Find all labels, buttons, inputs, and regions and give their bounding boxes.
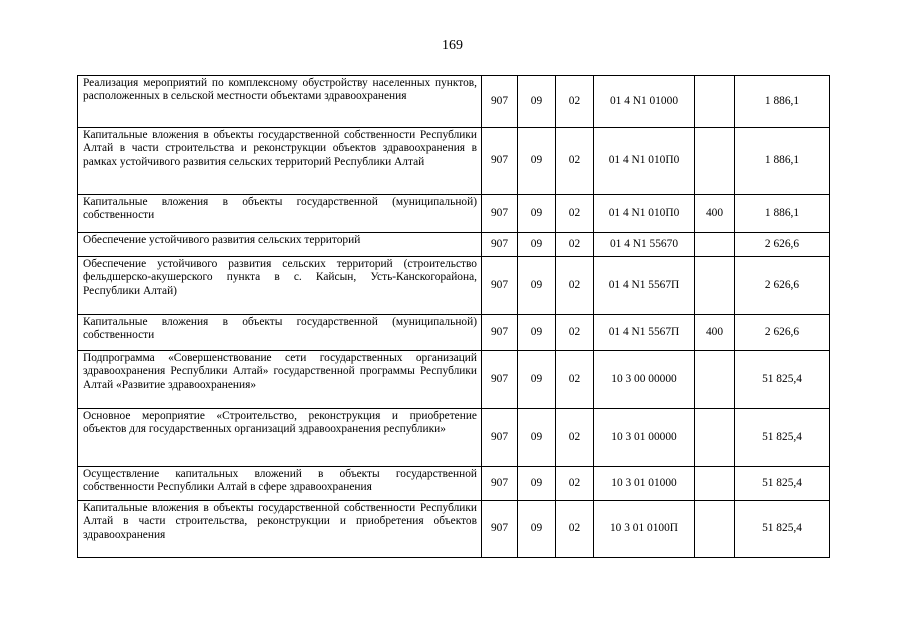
row-expense-type bbox=[695, 257, 735, 315]
row-expense-type bbox=[695, 351, 735, 409]
row-expense-type bbox=[695, 128, 735, 195]
row-name: Капитальные вложения в объекты государственной (муниципальной) собственности bbox=[78, 315, 482, 351]
row-section-code: 09 bbox=[518, 351, 556, 409]
row-section-code: 09 bbox=[518, 315, 556, 351]
budget-table bbox=[77, 75, 830, 558]
row-section-code: 09 bbox=[518, 195, 556, 233]
table-row bbox=[78, 76, 830, 128]
row-sum: 51 825,4 bbox=[735, 467, 830, 501]
page-number: 169 bbox=[442, 38, 463, 53]
table-row bbox=[78, 257, 830, 315]
row-subsection-code: 02 bbox=[556, 501, 594, 558]
row-sum: 51 825,4 bbox=[735, 351, 830, 409]
row-target-article: 01 4 N1 010П0 bbox=[594, 128, 695, 195]
row-name: Подпрограмма «Совершенствование сети государственных организаций здравоохранения Республики Алтай» государственной программы Республики Алтай «Развитие здравоохранения» bbox=[78, 351, 482, 409]
row-sum: 51 825,4 bbox=[735, 409, 830, 467]
table-row bbox=[78, 233, 830, 257]
row-expense-type bbox=[695, 501, 735, 558]
row-name: Обеспечение устойчивого развития сельских территорий (строительство фельдшерско-акушерского пункта в с. Кайсын, Усть-Канскогорайона, Республики Алтай) bbox=[78, 257, 482, 315]
row-section-code: 09 bbox=[518, 409, 556, 467]
row-section-code: 09 bbox=[518, 501, 556, 558]
row-sum: 51 825,4 bbox=[735, 501, 830, 558]
table-row bbox=[78, 195, 830, 233]
row-target-article: 01 4 N1 01000 bbox=[594, 76, 695, 128]
row-subsection-code: 02 bbox=[556, 409, 594, 467]
table-row bbox=[78, 351, 830, 409]
row-target-article: 10 3 01 01000 bbox=[594, 467, 695, 501]
row-expense-type: 400 bbox=[695, 315, 735, 351]
table-row bbox=[78, 128, 830, 195]
row-subsection-code: 02 bbox=[556, 315, 594, 351]
row-sum: 1 886,1 bbox=[735, 128, 830, 195]
row-admin-code: 907 bbox=[482, 128, 518, 195]
table-row bbox=[78, 467, 830, 501]
row-sum: 2 626,6 bbox=[735, 233, 830, 257]
row-sum: 1 886,1 bbox=[735, 76, 830, 128]
row-name: Капитальные вложения в объекты государственной собственности Республики Алтай в части строительства и реконструкции объектов здравоохранения в рамках устойчивого развития сельских территорий Республики Алтай bbox=[78, 128, 482, 195]
row-expense-type: 400 bbox=[695, 195, 735, 233]
row-expense-type bbox=[695, 76, 735, 128]
row-target-article: 10 3 01 00000 bbox=[594, 409, 695, 467]
table-row bbox=[78, 409, 830, 467]
table-row bbox=[78, 501, 830, 558]
row-name: Обеспечение устойчивого развития сельских территорий bbox=[78, 233, 482, 257]
row-target-article: 01 4 N1 5567П bbox=[594, 257, 695, 315]
row-admin-code: 907 bbox=[482, 501, 518, 558]
row-admin-code: 907 bbox=[482, 257, 518, 315]
row-subsection-code: 02 bbox=[556, 195, 594, 233]
row-admin-code: 907 bbox=[482, 315, 518, 351]
row-name: Капитальные вложения в объекты государственной (муниципальной) собственности bbox=[78, 195, 482, 233]
table-row bbox=[78, 315, 830, 351]
row-target-article: 10 3 00 00000 bbox=[594, 351, 695, 409]
row-sum: 2 626,6 bbox=[735, 315, 830, 351]
row-subsection-code: 02 bbox=[556, 76, 594, 128]
row-admin-code: 907 bbox=[482, 233, 518, 257]
row-section-code: 09 bbox=[518, 233, 556, 257]
row-target-article: 01 4 N1 55670 bbox=[594, 233, 695, 257]
row-target-article: 10 3 01 0100П bbox=[594, 501, 695, 558]
row-expense-type bbox=[695, 233, 735, 257]
row-expense-type bbox=[695, 467, 735, 501]
row-section-code: 09 bbox=[518, 128, 556, 195]
row-admin-code: 907 bbox=[482, 409, 518, 467]
row-target-article: 01 4 N1 5567П bbox=[594, 315, 695, 351]
row-sum: 2 626,6 bbox=[735, 257, 830, 315]
row-name: Капитальные вложения в объекты государственной собственности Республики Алтай в части строительства, реконструкции и приобретения объектов здравоохранения bbox=[78, 501, 482, 558]
row-subsection-code: 02 bbox=[556, 351, 594, 409]
row-subsection-code: 02 bbox=[556, 467, 594, 501]
row-section-code: 09 bbox=[518, 257, 556, 315]
row-name: Основное мероприятие «Строительство, реконструкция и приобретение объектов для государственных организаций здравоохранения республики» bbox=[78, 409, 482, 467]
row-target-article: 01 4 N1 010П0 bbox=[594, 195, 695, 233]
row-subsection-code: 02 bbox=[556, 233, 594, 257]
row-admin-code: 907 bbox=[482, 467, 518, 501]
row-section-code: 09 bbox=[518, 76, 556, 128]
row-subsection-code: 02 bbox=[556, 128, 594, 195]
row-name: Реализация мероприятий по комплексному обустройству населенных пунктов, расположенных в сельской местности объектами здравоохранения bbox=[78, 76, 482, 128]
row-admin-code: 907 bbox=[482, 351, 518, 409]
row-expense-type bbox=[695, 409, 735, 467]
row-name: Осуществление капитальных вложений в объекты государственной собственности Республики Алтай в сфере здравоохранения bbox=[78, 467, 482, 501]
row-admin-code: 907 bbox=[482, 195, 518, 233]
row-sum: 1 886,1 bbox=[735, 195, 830, 233]
row-section-code: 09 bbox=[518, 467, 556, 501]
row-admin-code: 907 bbox=[482, 76, 518, 128]
row-subsection-code: 02 bbox=[556, 257, 594, 315]
